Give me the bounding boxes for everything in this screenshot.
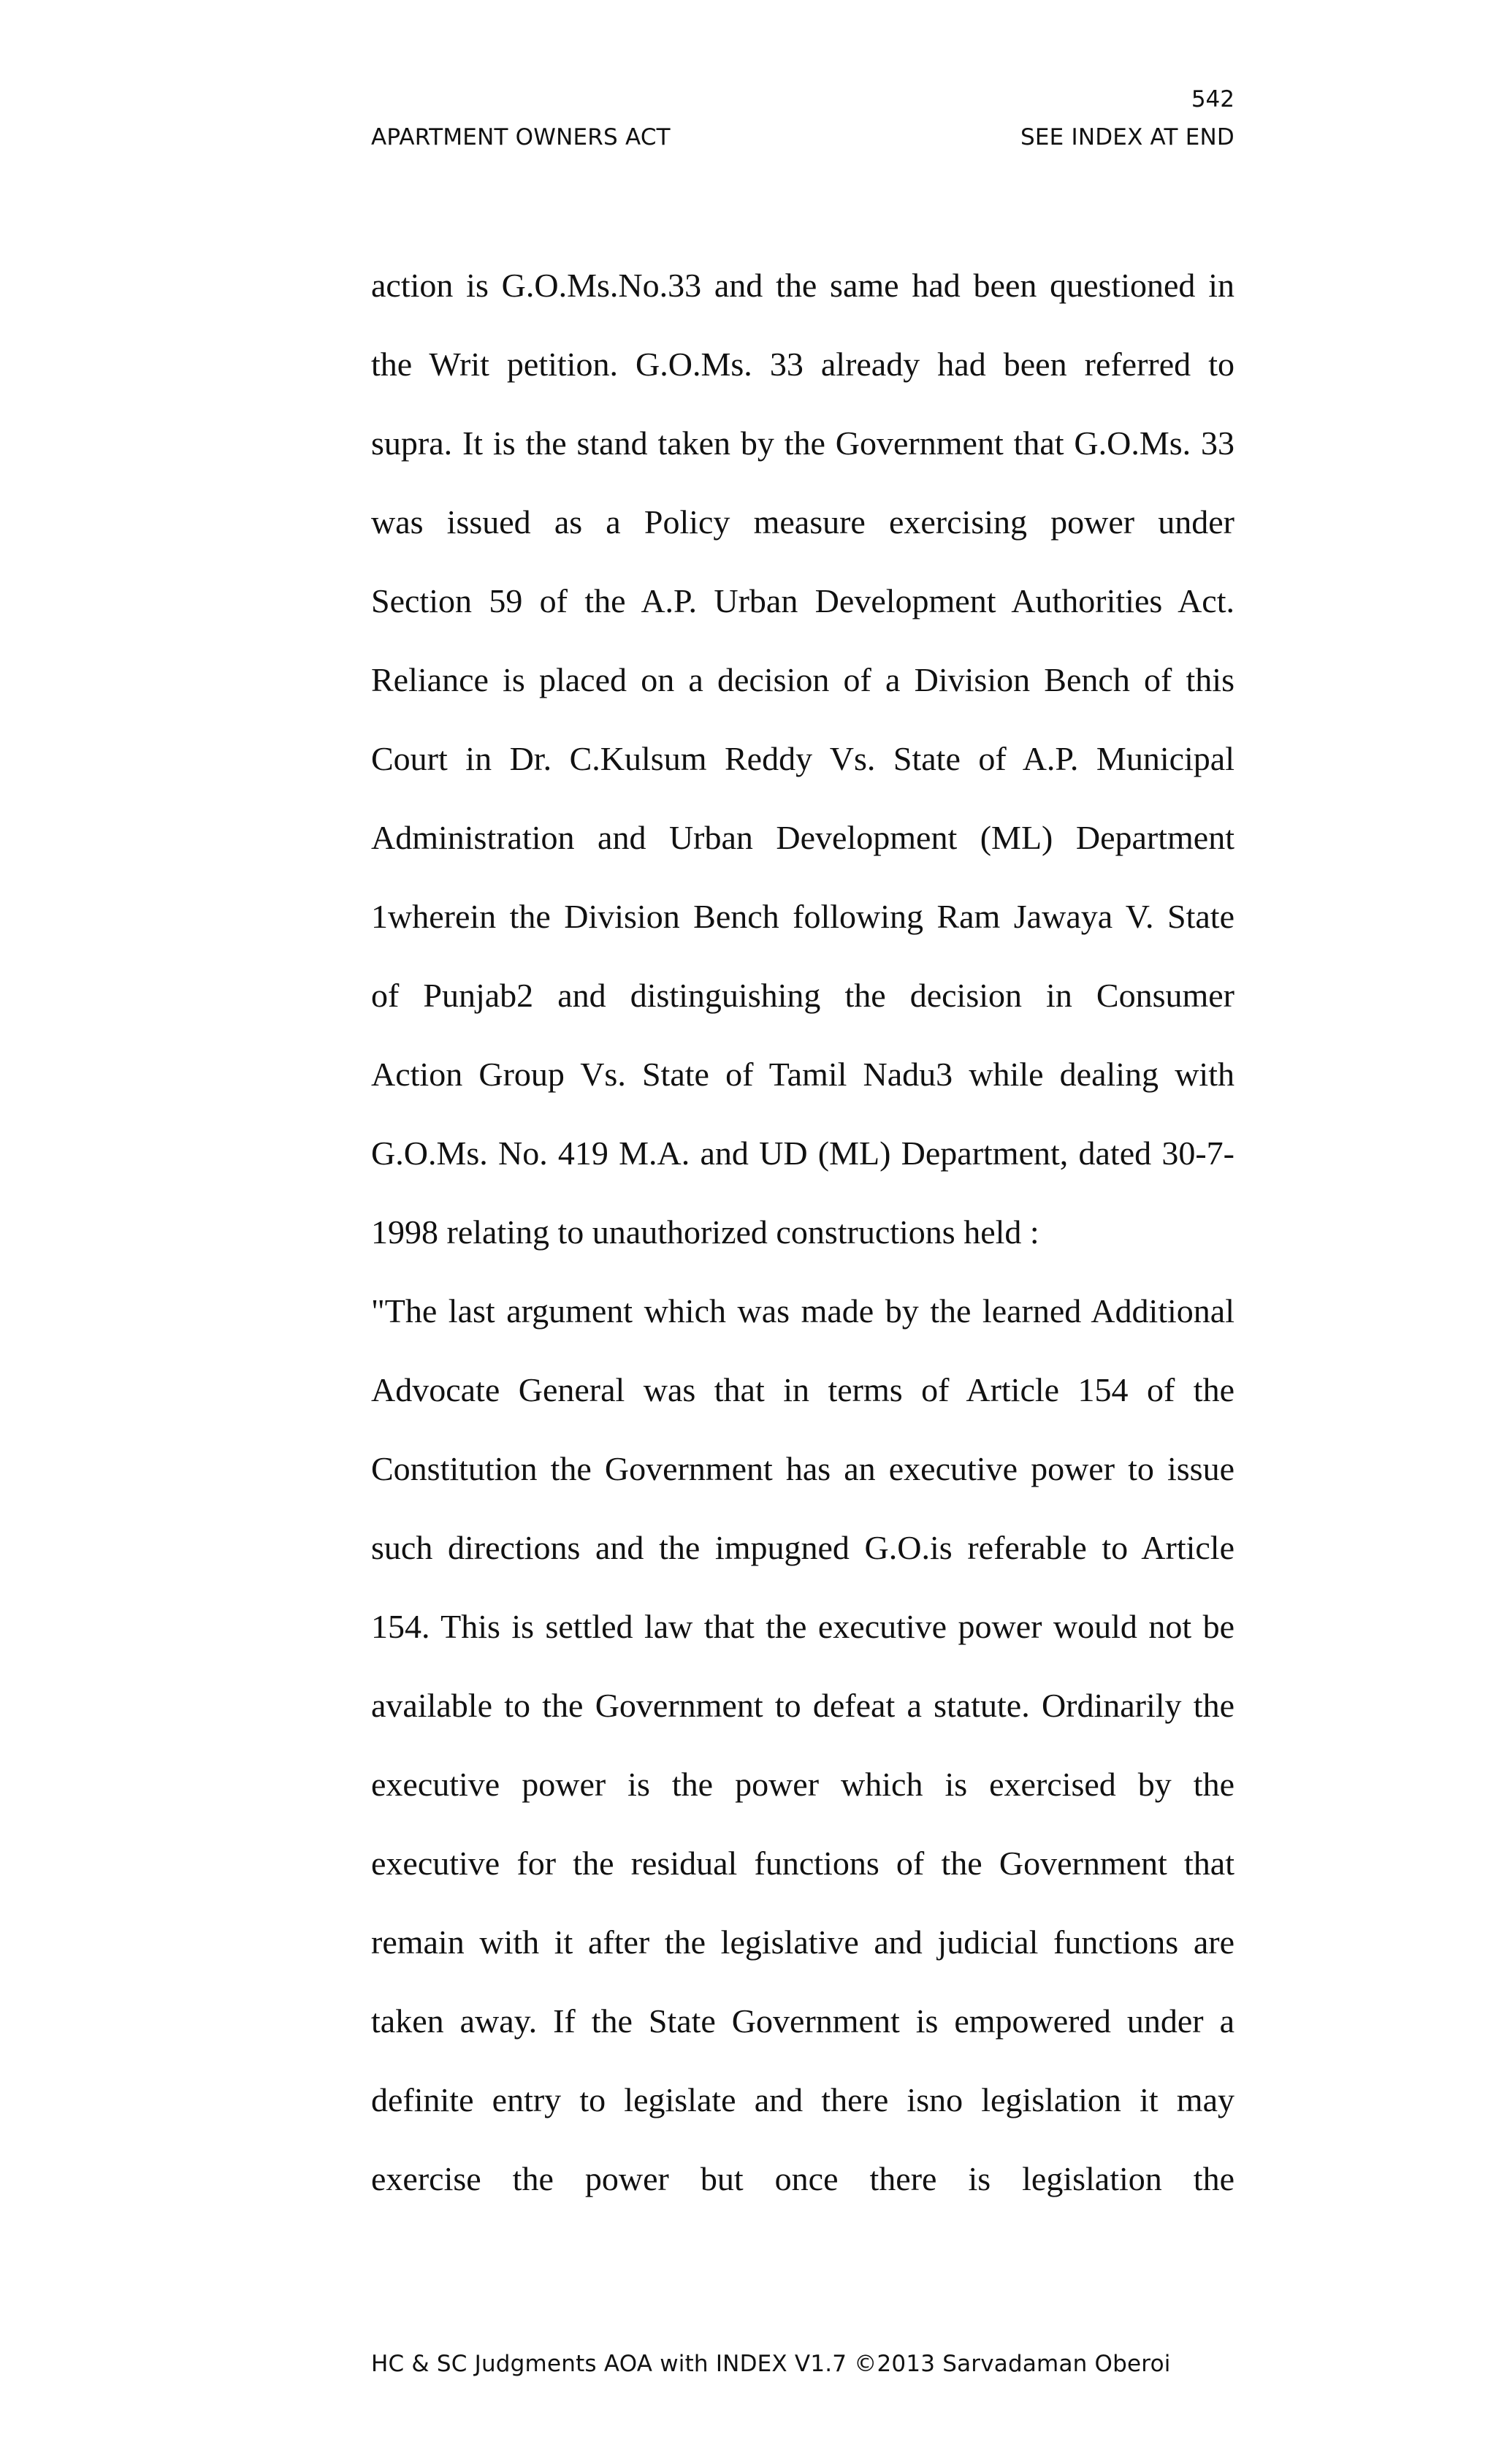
text-line: 1wherein the Division Bench following Ram Jawaya V. State xyxy=(371,898,1234,935)
running-header-title: APARTMENT OWNERS ACT xyxy=(371,124,671,150)
footer-copyright: HC & SC Judgments AOA with INDEX V1.7 ©2013 Sarvadaman Oberoi xyxy=(371,2351,1171,2377)
text-line: G.O.Ms. No. 419 M.A. and UD (ML) Department, dated 30-7- xyxy=(371,1134,1234,1172)
text-line: Constitution the Government has an executive power to issue xyxy=(371,1450,1234,1487)
text-line: 154. This is settled law that the executive power would not be xyxy=(371,1608,1234,1645)
text-line: exercise the power but once there is legislation the xyxy=(371,2160,1234,2197)
text-line: the Writ petition. G.O.Ms. 33 already had been referred to xyxy=(371,346,1234,383)
text-line: executive power is the power which is exercised by the xyxy=(371,1766,1234,1803)
page-number: 542 xyxy=(1191,86,1234,112)
text-line: 1998 relating to unauthorized constructions held : xyxy=(371,1213,1039,1251)
text-line: Advocate General was that in terms of Article 154 of the xyxy=(371,1371,1234,1408)
text-line: Administration and Urban Development (ML) Department xyxy=(371,819,1234,856)
judgment-text-body xyxy=(371,260,1234,2232)
text-line: "The last argument which was made by the learned Additional xyxy=(371,1292,1234,1330)
text-line: of Punjab2 and distinguishing the decision in Consumer xyxy=(371,977,1234,1014)
text-line: executive for the residual functions of the Government that xyxy=(371,1845,1234,1882)
text-line: Action Group Vs. State of Tamil Nadu3 while dealing with xyxy=(371,1056,1234,1093)
running-header-index-note: SEE INDEX AT END xyxy=(1020,124,1234,150)
text-line: Section 59 of the A.P. Urban Development Authorities Act. xyxy=(371,582,1234,619)
text-line: available to the Government to defeat a statute. Ordinarily the xyxy=(371,1687,1234,1724)
text-line: remain with it after the legislative and judicial functions are xyxy=(371,1923,1234,1961)
text-line: action is G.O.Ms.No.33 and the same had been questioned in xyxy=(371,267,1234,304)
text-line: taken away. If the State Government is empowered under a xyxy=(371,2002,1234,2040)
text-line: was issued as a Policy measure exercising power under xyxy=(371,503,1234,541)
text-line: definite entry to legislate and there isno legislation it may xyxy=(371,2081,1234,2118)
text-line: Reliance is placed on a decision of a Division Bench of this xyxy=(371,661,1234,698)
text-line: supra. It is the stand taken by the Government that G.O.Ms. 33 xyxy=(371,424,1234,462)
text-line: such directions and the impugned G.O.is referable to Article xyxy=(371,1529,1234,1566)
text-line: Court in Dr. C.Kulsum Reddy Vs. State of A.P. Municipal xyxy=(371,740,1234,777)
